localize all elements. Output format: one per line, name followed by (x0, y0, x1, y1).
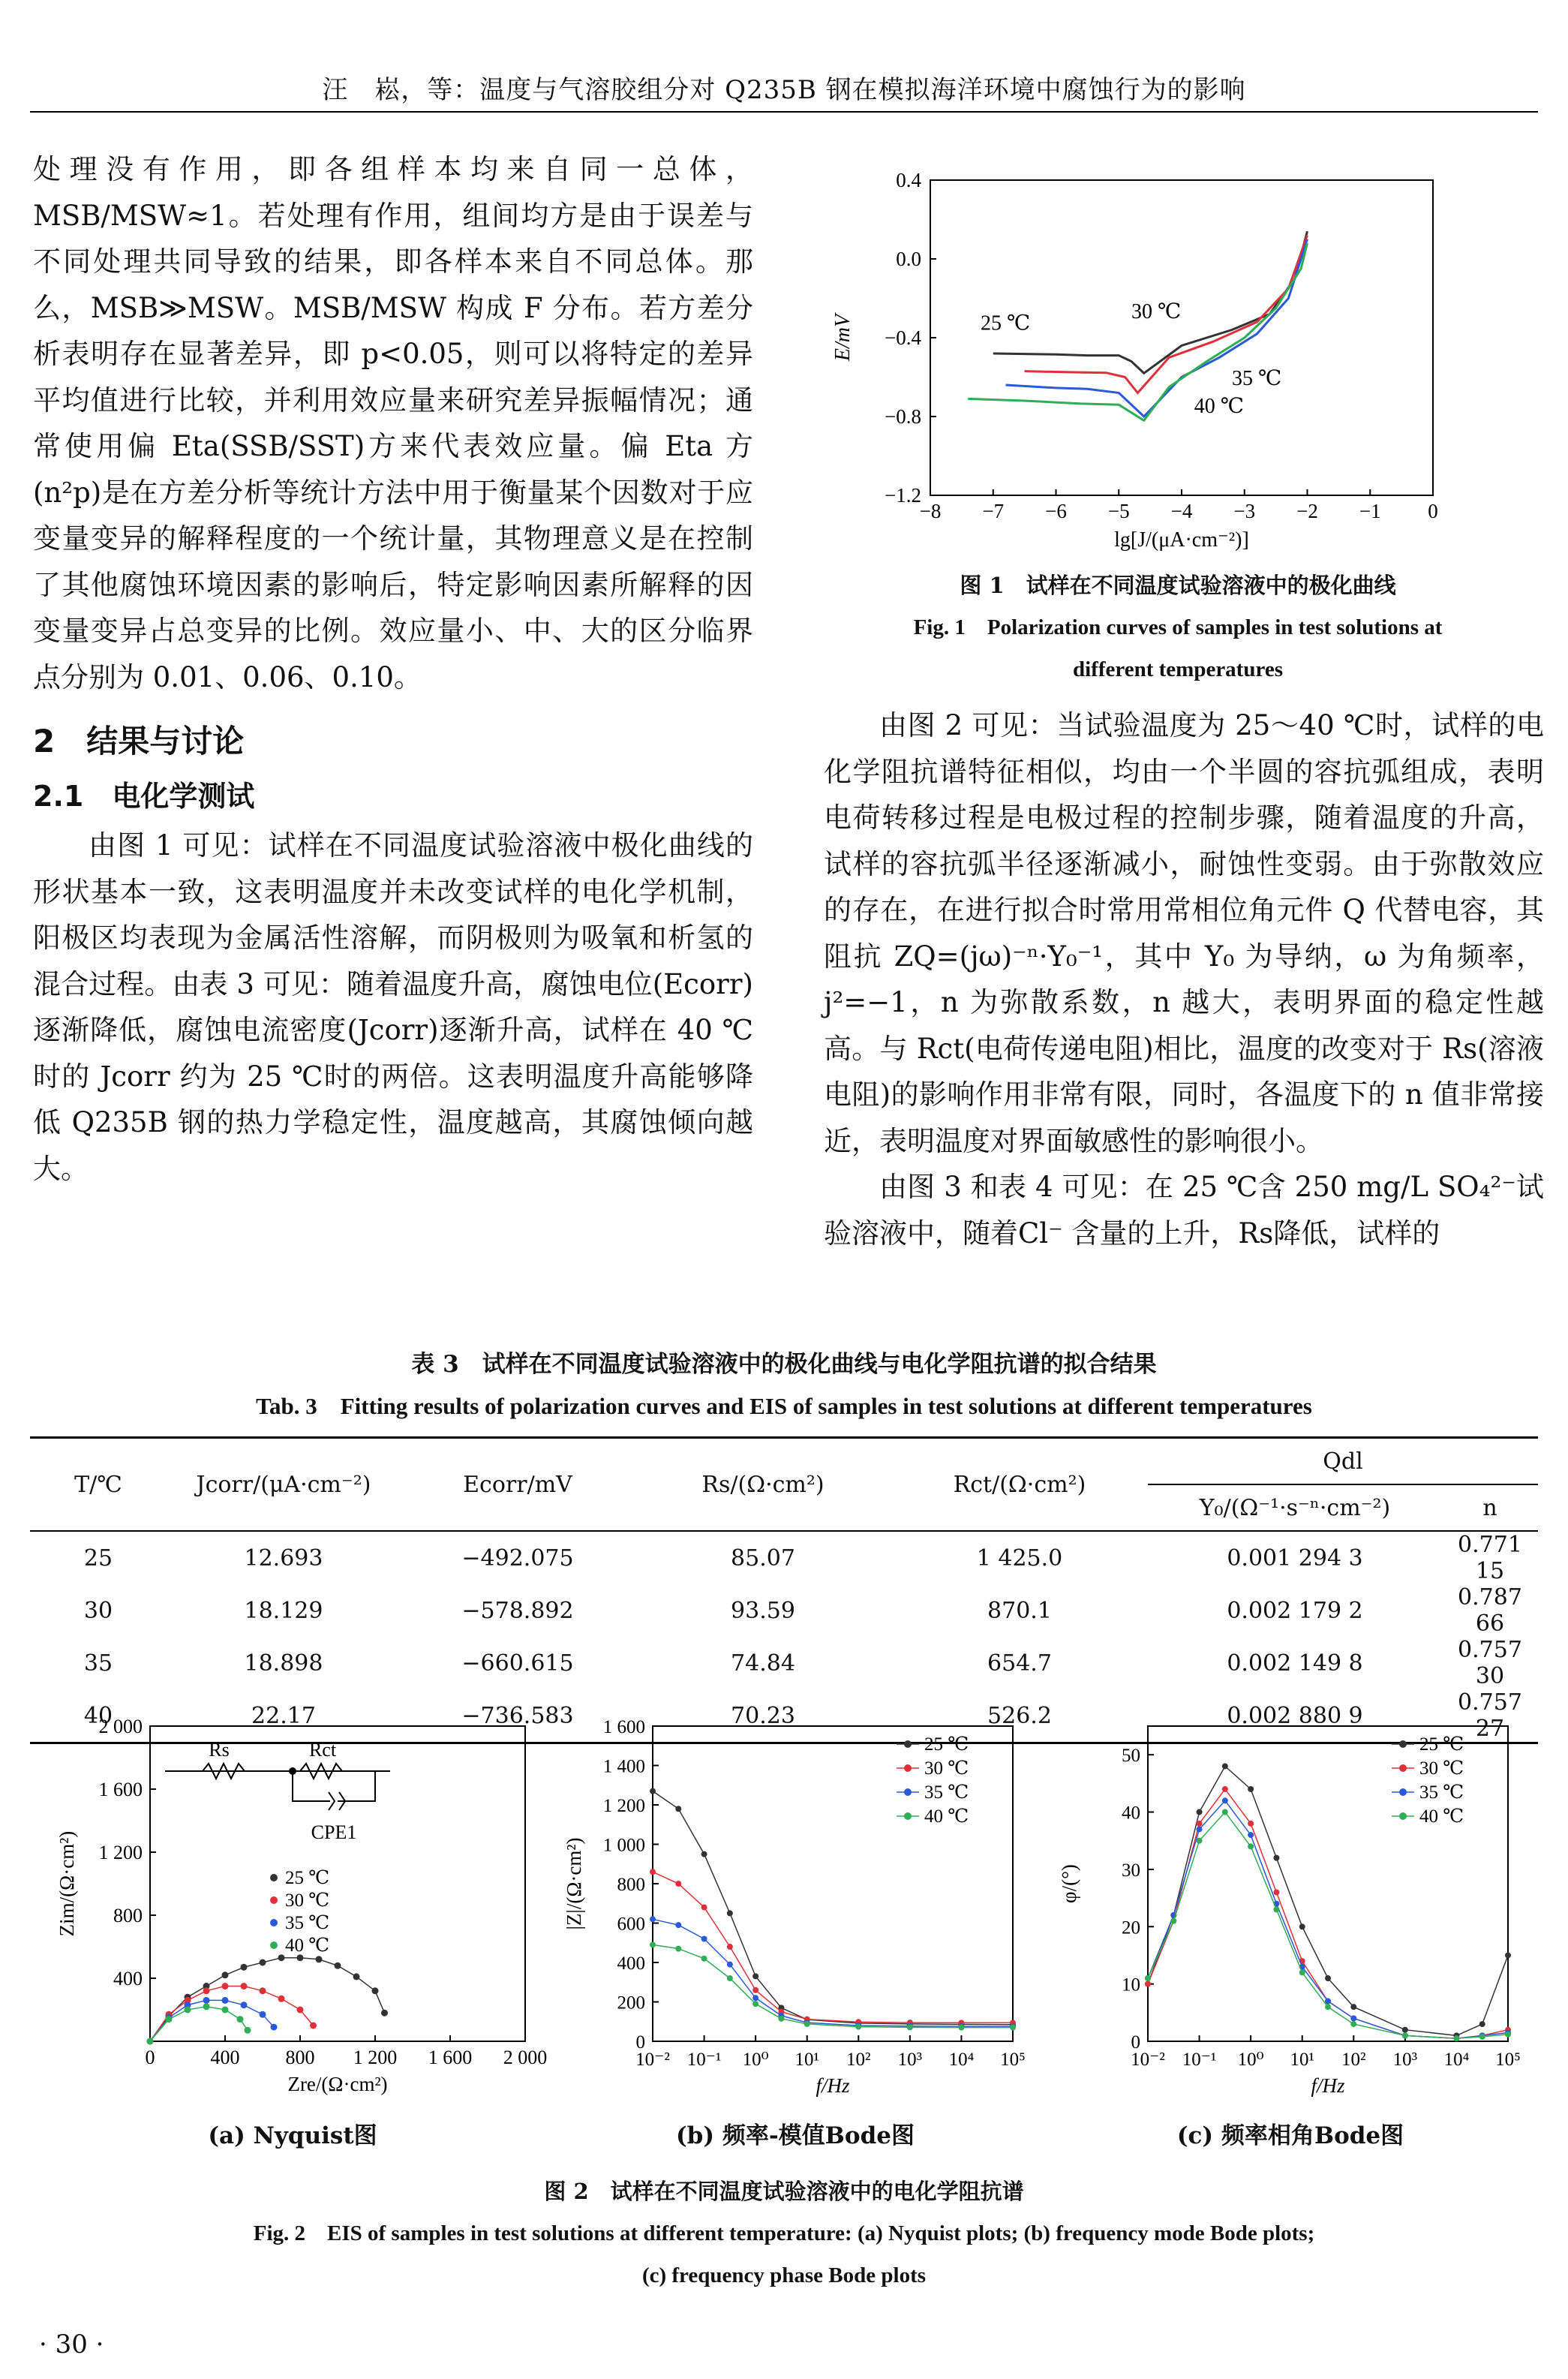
page-number: · 30 · (39, 2329, 104, 2359)
y-tick-label: 800 (113, 1905, 143, 1926)
header-rule (30, 111, 1538, 113)
th-y0: Y₀/(Ω⁻¹·s⁻ⁿ·cm⁻²) (1199, 1494, 1391, 1521)
cell: 18.129 (244, 1597, 323, 1624)
x-tick-label: 800 (285, 2047, 315, 2068)
para-fig3: 由图 3 和表 4 可见：在 25 ℃含 250 mg/L SO₄²⁻试验溶液中，随着Cl⁻ 含量的上升，Rs降低，试样的 (824, 1171, 1544, 1250)
data-point (650, 1869, 656, 1875)
legend-label: 40 ℃ (285, 1935, 330, 1956)
y-tick-label: 600 (617, 1914, 645, 1935)
table-row (30, 1637, 1538, 1689)
y-tick-label: 0 (635, 2032, 645, 2053)
cell: 870.1 (987, 1597, 1052, 1624)
fig1-caption-en-2: different temperatures (1073, 657, 1283, 681)
x-tick-label: 0 (145, 2047, 155, 2068)
x-tick-label: −2 (1296, 500, 1318, 522)
fig2b-subcaption: (b) 频率-模值Bode图 (676, 2122, 915, 2149)
x-tick-label: 10² (846, 2050, 871, 2070)
cell: 0.757 27 (1458, 1689, 1522, 1742)
cell: 0.757 30 (1458, 1637, 1522, 1689)
data-point (245, 2027, 251, 2034)
legend-marker (270, 1896, 278, 1904)
fig2c-chart (1043, 1704, 1538, 2124)
cell: 654.7 (987, 1650, 1052, 1677)
y-tick-label: 1 600 (602, 1717, 645, 1737)
fig1-caption (810, 564, 1545, 690)
circuit-label-cpe: CPE1 (311, 1821, 357, 1843)
x-tick-label: 400 (210, 2047, 240, 2068)
cell: −736.583 (461, 1702, 574, 1729)
circuit-label-rs: Rs (209, 1739, 230, 1761)
x-tick-label: 1 600 (428, 2047, 473, 2068)
legend-label: 35 ℃ (285, 1913, 330, 1933)
legend-label: 30 ℃ (285, 1890, 330, 1911)
table3-title-en: Tab. 3 Fitting results of polarization curves and EIS of samples in test solutions at different temperatures (256, 1393, 1312, 1419)
y-tick-label: 40 (1122, 1803, 1140, 1824)
y-axis-label: |Z|/(Ω·cm²) (563, 1837, 585, 1930)
y-tick-label: 30 (1122, 1860, 1140, 1881)
cell: 35 (83, 1650, 113, 1677)
cell: −660.615 (461, 1650, 574, 1677)
th-n: n (1482, 1494, 1497, 1521)
subsection-title: 2.1 电化学测试 (33, 779, 255, 813)
cell: −492.075 (461, 1544, 574, 1571)
series-line (150, 2007, 248, 2041)
x-tick-label: −6 (1045, 500, 1067, 522)
series-line (653, 1872, 1013, 2023)
y-axis-label: φ/(°) (1058, 1864, 1080, 1903)
series-line (653, 1919, 1013, 2026)
th-ecorr: Ecorr/mV (463, 1471, 572, 1498)
cell: 70.23 (731, 1702, 795, 1729)
y-tick-label: 0.0 (896, 248, 921, 270)
cell: 22.17 (251, 1702, 316, 1729)
y-tick-label: 400 (617, 1953, 645, 1974)
fig1-chart (810, 158, 1545, 563)
y-tick-label: 0.4 (896, 169, 921, 191)
y-axis-label: Zim/(Ω·cm²) (56, 1830, 78, 1937)
fig2b-chart (548, 1704, 1043, 2124)
data-point (1505, 1952, 1511, 1958)
fig2-caption-en-2: (c) frequency phase Bode plots (641, 2263, 927, 2287)
y-tick-label: 1 200 (98, 1842, 143, 1863)
curve-label: 40 ℃ (1194, 394, 1245, 418)
x-tick-label: 10⁵ (1495, 2050, 1521, 2070)
cell: 40 (83, 1702, 113, 1729)
y-tick-label: 1 000 (602, 1835, 645, 1856)
x-tick-label: −7 (982, 500, 1005, 522)
legend-label: 30 ℃ (924, 1758, 969, 1779)
x-tick-label: −3 (1233, 500, 1256, 522)
table-row (30, 1532, 1538, 1584)
legend-label: 30 ℃ (1419, 1758, 1464, 1779)
legend-label: 40 ℃ (924, 1806, 969, 1827)
x-tick-label: −4 (1170, 500, 1193, 522)
cell: −578.892 (461, 1597, 574, 1624)
x-tick-label: 10⁴ (948, 2050, 975, 2070)
cell: 526.2 (987, 1702, 1052, 1729)
para-eis: 由图 2 可见：当试验温度为 25～40 ℃时，试样的电化学阻抗谱特征相似，均由一个半圆的容抗弧组成，表明电荷转移过程是电极过程的控制步骤，随着温度的升高，试样的容抗弧半径逐渐减小，耐蚀性变弱。由于弥散效应的存在，在进行拟合时常用常相位角元件 Q 代替电容，其阻抗 ZQ=(jω)⁻ⁿ·Y₀⁻¹，其中 Y₀ 为导纳，ω 为角频率，j²=−1，n 为弥散系数，n 越大，表明界面的稳定性越高。与 Rct(电荷传递电阻)相比，温度的改变对于 Rs(溶液电阻)的影响作用非常有限，同时，各温度下的 n 值非常接近，表明温度对界面敏感性的影响很小。 (824, 709, 1544, 1157)
y-tick-label: 800 (617, 1875, 645, 1895)
legend-label: 35 ℃ (1419, 1782, 1464, 1803)
th-rs: Rs/(Ω·cm²) (701, 1471, 825, 1498)
circuit-wire (293, 1771, 375, 1801)
x-tick-label: 10⁰ (1237, 2050, 1264, 2070)
table3 (30, 1436, 1538, 1744)
x-tick-label: −8 (919, 500, 942, 522)
y-tick-label: 10 (1122, 1974, 1140, 1996)
x-tick-label: 10⁻¹ (1182, 2050, 1217, 2070)
th-qdl: Qdl (1148, 1439, 1538, 1484)
x-axis-label: f/Hz (816, 2074, 850, 2097)
fig2-caption (30, 2170, 1538, 2296)
fig1-caption-cn: 图 1 试样在不同温度试验溶液中的极化曲线 (960, 573, 1396, 598)
th-jcorr: Jcorr/(μA·cm⁻²) (196, 1471, 371, 1498)
curve-label: 30 ℃ (1131, 299, 1182, 323)
x-tick-label: −5 (1107, 500, 1130, 522)
curve-label: 25 ℃ (981, 311, 1031, 335)
cell: 30 (83, 1597, 113, 1624)
cell: 0.001 294 3 (1227, 1544, 1363, 1571)
legend-marker (270, 1919, 278, 1926)
table-row (30, 1584, 1538, 1637)
y-tick-label: −0.8 (885, 405, 921, 428)
y-tick-label: 200 (617, 1993, 645, 2014)
circuit-label-rct: Rct (308, 1739, 337, 1761)
x-tick-label: 10³ (897, 2050, 923, 2070)
legend-label: 25 ℃ (924, 1734, 969, 1755)
y-tick-label: 1 200 (602, 1796, 645, 1816)
th-temp: T/℃ (74, 1471, 122, 1498)
fig2a-chart (30, 1704, 555, 2124)
cell: 74.84 (731, 1650, 795, 1677)
cell: 0.787 66 (1458, 1584, 1522, 1637)
para-intro: 处理没有作用，即各组样本均来自同一总体，MSB/MSW≈1。若处理有作用，组间均方是由于误差与不同处理共同导致的结果，即各样本来自不同总体。那么，MSB≫MSW。MSB/MSW 构成 F 分布。若方差分析表明存在显著差异，即 p<0.05，则可以将特定的差异平均值进行比较，并利用效应量来研究差异振幅情况；通常使用偏 Eta(SSB/SST)方来代表效应量。偏 Eta 方(n²p)是在方差分析等统计方法中用于衡量某个因数对于应变量变异的解释程度的一个统计量，其物理意义是在控制了其他腐蚀环境因素的影响后，特定影响因素所解释的因变量变异占总变异的比例。效应量小、中、大的区分临界点分别为 0.01、0.06、0.10。 (33, 153, 753, 693)
x-tick-label: 10³ (1392, 2050, 1418, 2070)
y-tick-label: 2 000 (98, 1716, 143, 1737)
th-rct: Rct/(Ω·cm²) (953, 1471, 1086, 1498)
plot-frame (930, 180, 1433, 495)
legend-label: 40 ℃ (1419, 1806, 1464, 1827)
y-tick-label: 50 (1122, 1746, 1140, 1767)
x-axis-label: lg[J/(μA·cm⁻²)] (1114, 528, 1249, 552)
data-point (1145, 1981, 1151, 1987)
x-tick-label: 10¹ (795, 2050, 819, 2070)
y-tick-label: −1.2 (885, 484, 921, 507)
x-tick-label: −1 (1359, 500, 1381, 522)
y-tick-label: 0 (1131, 2032, 1140, 2053)
fig1-caption-en-1: Fig. 1 Polarization curves of samples in test solutions at (913, 615, 1443, 639)
cell: 12.693 (244, 1544, 323, 1571)
figure-1 (810, 158, 1545, 563)
legend-marker (270, 1941, 278, 1949)
x-tick-label: 10⁻¹ (686, 2050, 722, 2070)
cell: 25 (83, 1544, 113, 1571)
table3-title-cn: 表 3 试样在不同温度试验溶液中的极化曲线与电化学阻抗谱的拟合结果 (411, 1351, 1157, 1378)
right-column (824, 702, 1544, 1256)
para-results: 由图 1 可见：试样在不同温度试验溶液中极化曲线的形状基本一致，这表明温度并未改变试样的电化学机制，阳极区均表现为金属活性溶解，而阴极则为吸氧和析氢的混合过程。由表 3 可见：随着温度升高，腐蚀电位(Ecorr)逐渐降低，腐蚀电流密度(Jcorr)逐渐升高，试样在 40 ℃时的 Jcorr 约为 25 ℃时的两倍。这表明温度升高能够降低 Q235B 钢的热力学稳定性，温度越高，其腐蚀倾向越大。 (33, 829, 753, 1185)
x-tick-label: 10¹ (1290, 2050, 1314, 2070)
fig2a-subcaption: (a) Nyquist图 (208, 2122, 377, 2149)
x-axis-label: f/Hz (1311, 2074, 1345, 2097)
x-axis-label: Zre/(Ω·cm²) (287, 2073, 388, 2095)
cell: 18.898 (244, 1650, 323, 1677)
left-column (33, 146, 753, 1192)
legend-label: 25 ℃ (1419, 1734, 1464, 1755)
cell: 0.002 149 8 (1227, 1650, 1363, 1677)
curve-label: 35 ℃ (1232, 367, 1282, 390)
fig2-caption-en-1: Fig. 2 EIS of samples in test solutions at different temperature: (a) Nyquist plots; (b) frequency mode Bode plots; (253, 2221, 1315, 2245)
y-tick-label: 1 400 (602, 1756, 645, 1777)
cell: 1 425.0 (976, 1544, 1063, 1571)
cell: 0.771 15 (1458, 1532, 1522, 1584)
fig2-caption-cn: 图 2 试样在不同温度试验溶液中的电化学阻抗谱 (544, 2179, 1024, 2204)
running-head: 汪 崧，等：温度与气溶胶组分对 Q235B 钢在模拟海洋环境中腐蚀行为的影响 (322, 75, 1246, 105)
legend-marker (270, 1874, 278, 1881)
x-tick-label: 10⁰ (742, 2050, 769, 2070)
x-tick-label: 2 000 (503, 2047, 548, 2068)
y-tick-label: 400 (113, 1968, 143, 1990)
x-tick-label: 10² (1341, 2050, 1366, 2070)
y-axis-label: E/mV (831, 314, 855, 362)
table3-grid (30, 1439, 1538, 1742)
x-tick-label: 10⁻² (635, 2050, 670, 2070)
figure-2 (30, 1704, 1538, 2124)
x-tick-label: 10⁵ (1000, 2050, 1026, 2070)
y-tick-label: −0.4 (885, 326, 921, 349)
y-tick-label: 20 (1122, 1917, 1140, 1938)
legend-label: 25 ℃ (285, 1868, 330, 1888)
cell: 0.002 880 9 (1227, 1702, 1363, 1729)
cell: 93.59 (731, 1597, 795, 1624)
cell: 0.002 179 2 (1227, 1597, 1363, 1624)
x-tick-label: 0 (1428, 500, 1438, 522)
y-tick-label: 1 600 (98, 1779, 143, 1800)
legend-label: 35 ℃ (924, 1782, 969, 1803)
x-tick-label: 1 200 (353, 2047, 398, 2068)
x-tick-label: 10⁴ (1443, 2050, 1470, 2070)
cell: 85.07 (731, 1544, 795, 1571)
section-title: 2 结果与讨论 (33, 723, 245, 759)
x-tick-label: 10⁻² (1131, 2050, 1165, 2070)
fig2c-subcaption: (c) 频率相角Bode图 (1176, 2122, 1404, 2149)
